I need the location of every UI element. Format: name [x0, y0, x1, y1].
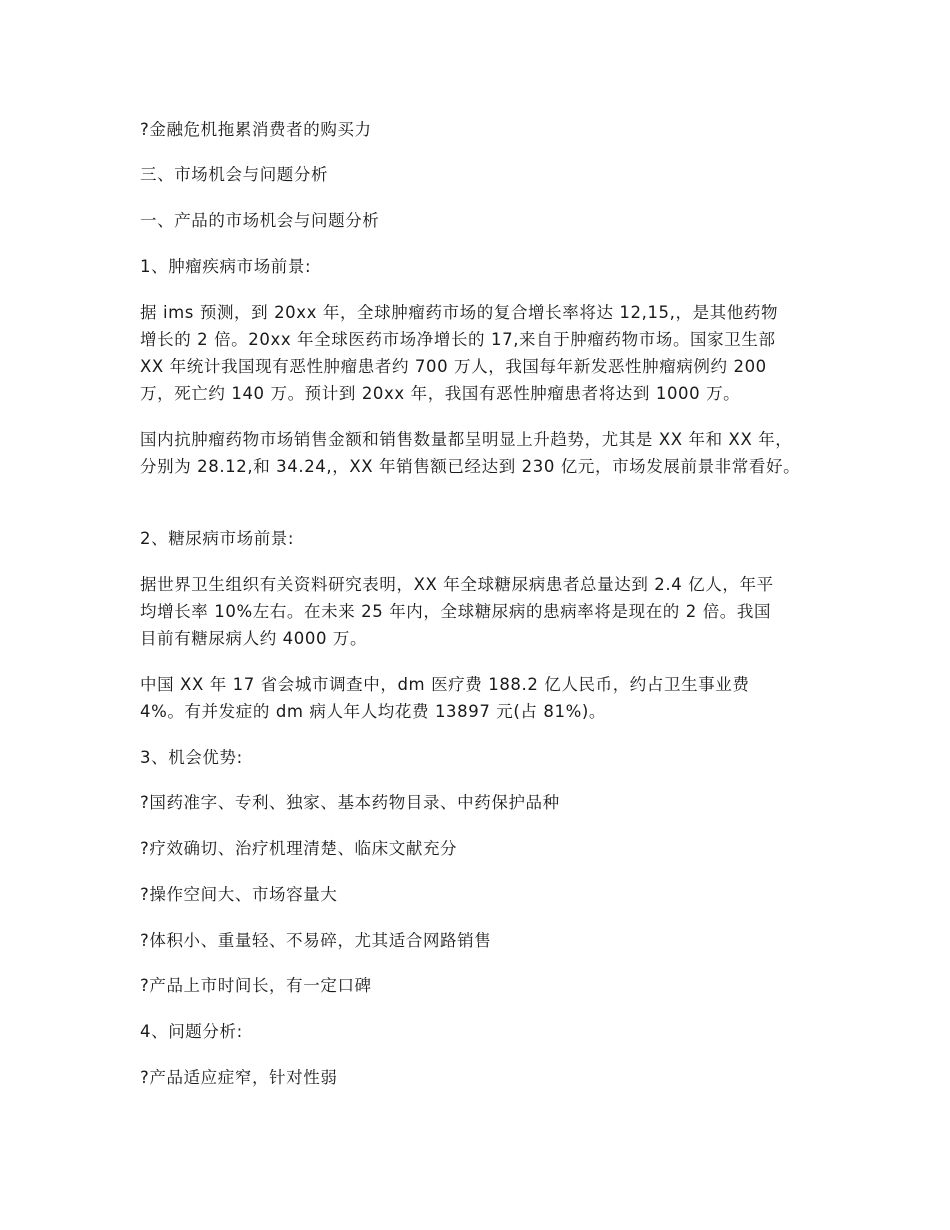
heading-opportunities: 3、机会优势: — [140, 748, 243, 767]
tumor-paragraph-line-3: XX 年统计我国现有恶性肿瘤患者约 700 万人，我国每年新发恶性肿瘤病例约 200 — [140, 357, 767, 376]
heading-tumor-market: 1、肿瘤疾病市场前景: — [140, 257, 312, 276]
bullet-opportunity-5: ?产品上市时间长，有一定口碑 — [140, 976, 372, 995]
bullet-opportunity-4: ?体积小、重量轻、不易碎，尤其适合网路销售 — [140, 931, 492, 950]
diabetes-paragraph-line-2: 均增长率 10%左右。在未来 25 年内，全球糖尿病的患病率将是现在的 2 倍。我国 — [140, 602, 772, 621]
china-survey-line-1: 中国 XX 年 17 省会城市调查中，dm 医疗费 188.2 亿人民币，约占卫生事业费 — [140, 675, 750, 694]
china-survey-line-2: 4%。有并发症的 dm 病人年人均花费 13897 元(占 81%)。 — [140, 702, 606, 721]
heading-product-analysis: 一、产品的市场机会与问题分析 — [140, 211, 380, 230]
domestic-market-line-1: 国内抗肿瘤药物市场销售金额和销售数量都呈明显上升趋势，尤其是 XX 年和 XX 年， — [140, 430, 793, 449]
bullet-opportunity-2: ?疗效确切、治疗机理清楚、临床文献充分 — [140, 839, 458, 858]
bullet-opportunity-1: ?国药准字、专利、独家、基本药物目录、中药保护品种 — [140, 793, 560, 812]
domestic-market-line-2: 分别为 28.12,和 34.24,，XX 年销售额已经达到 230 亿元，市场发展前景非常看好。 — [140, 457, 801, 476]
bullet-opportunity-3: ?操作空间大、市场容量大 — [140, 885, 338, 904]
tumor-paragraph-line-4: 万，死亡约 140 万。预计到 20xx 年，我国有恶性肿瘤患者将达到 1000 万。 — [140, 384, 741, 403]
heading-diabetes-market: 2、糖尿病市场前景: — [140, 529, 295, 548]
heading-market-analysis: 三、市场机会与问题分析 — [140, 165, 329, 184]
bullet-financial-crisis: ?金融危机拖累消费者的购买力 — [140, 120, 372, 139]
diabetes-paragraph-line-1: 据世界卫生组织有关资料研究表明，XX 年全球糖尿病患者总量达到 2.4 亿人，年平 — [140, 575, 774, 594]
diabetes-paragraph-line-3: 目前有糖尿病人约 4000 万。 — [140, 629, 368, 648]
heading-problem-analysis: 4、问题分析: — [140, 1022, 243, 1041]
tumor-paragraph-line-1: 据 ims 预测，到 20xx 年，全球肿瘤药市场的复合增长率将达 12,15,，是其他药物 — [140, 303, 779, 322]
tumor-paragraph-line-2: 增长的 2 倍。20xx 年全球医药市场净增长的 17,来自于肿瘤药物市场。国家卫生部 — [140, 330, 776, 349]
bullet-problem-1: ?产品适应症窄，针对性弱 — [140, 1068, 338, 1087]
